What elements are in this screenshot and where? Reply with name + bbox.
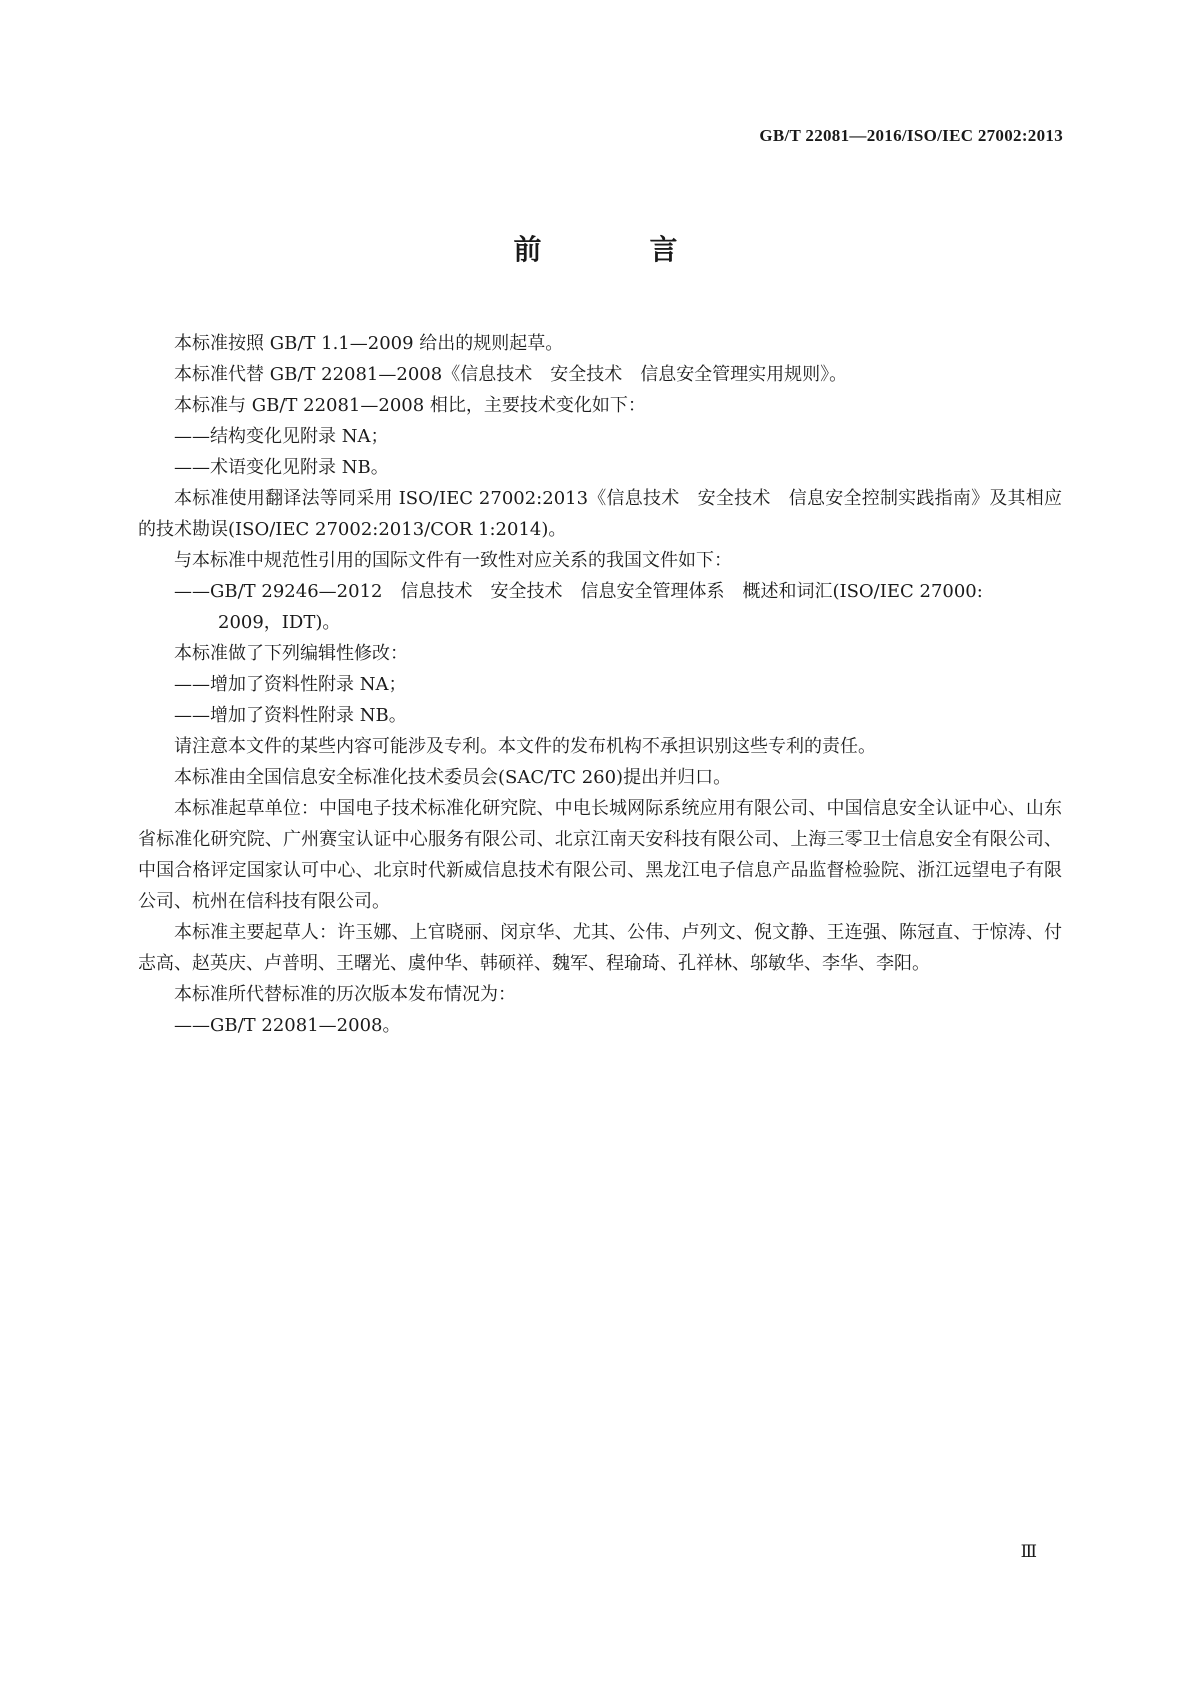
list-item-structure-change: ——结构变化见附录 NA；: [174, 426, 389, 447]
page-title: 前 言: [513, 233, 718, 266]
paragraph-replaces: 本标准代替 GB/T 22081—2008《信息技术 安全技术 信息安全管理实用规则》。: [174, 364, 848, 385]
paragraph-changes-intro: 本标准与 GB/T 22081—2008 相比，主要技术变化如下：: [174, 395, 646, 416]
foreword-body: [138, 328, 1062, 1041]
paragraph-patent-notice: 请注意本文件的某些内容可能涉及专利。本文件的发布机构不承担识别这些专利的责任。: [174, 736, 876, 757]
paragraph-proposed-by: 本标准由全国信息安全标准化技术委员会(SAC/TC 260)提出并归口。: [174, 767, 732, 788]
paragraph-editorial-changes: 本标准做了下列编辑性修改：: [174, 643, 408, 664]
list-item-gb-29246-continued: 2009，IDT)。: [218, 612, 341, 633]
list-item-annex-na: ——增加了资料性附录 NA；: [174, 674, 407, 695]
paragraph-corresponding-docs: 与本标准中规范性引用的国际文件有一致性对应关系的我国文件如下：: [174, 550, 732, 571]
paragraph-translation-method: 本标准使用翻译法等同采用 ISO/IEC 27002:2013《信息技术 安全技术 信息安全控制实践指南》及其相应的技术勘误(ISO/IEC 27002:2013/COR 1:2014)。: [138, 488, 1062, 540]
page-number: Ⅲ: [1020, 1542, 1037, 1561]
list-item-term-change: ——术语变化见附录 NB。: [174, 457, 389, 478]
list-item-gb-29246: ——GB/T 29246—2012 信息技术 安全技术 信息安全管理体系 概述和词汇(ISO/IEC 27000:: [174, 581, 983, 602]
paragraph-previous-editions: 本标准所代替标准的历次版本发布情况为：: [174, 984, 516, 1005]
list-item-previous-edition: ——GB/T 22081—2008。: [174, 1015, 401, 1036]
list-item-annex-nb: ——增加了资料性附录 NB。: [174, 705, 407, 726]
standard-code-header: GB/T 22081—2016/ISO/IEC 27002:2013: [759, 126, 1063, 145]
paragraph-drafting-units: 本标准起草单位：中国电子技术标准化研究院、中电长城网际系统应用有限公司、中国信息安全认证中心、山东省标准化研究院、广州赛宝认证中心服务有限公司、北京江南天安科技有限公司、上海三零卫士信息安全有限公司、中国合格评定国家认可中心、北京时代新威信息技术有限公司、黑龙江电子信息产品监督检验院、浙江远望电子有限公司、杭州在信科技有限公司。: [138, 798, 1062, 912]
paragraph-drafters: 本标准主要起草人：许玉娜、上官晓丽、闵京华、尤其、公伟、卢列文、倪文静、王连强、陈冠直、于惊涛、付志高、赵英庆、卢普明、王曙光、虞仲华、韩硕祥、魏军、程瑜琦、孔祥林、邬敏华、李华、李阳。: [138, 922, 1062, 974]
paragraph-drafting-rules: 本标准按照 GB/T 1.1—2009 给出的规则起草。: [174, 333, 564, 354]
